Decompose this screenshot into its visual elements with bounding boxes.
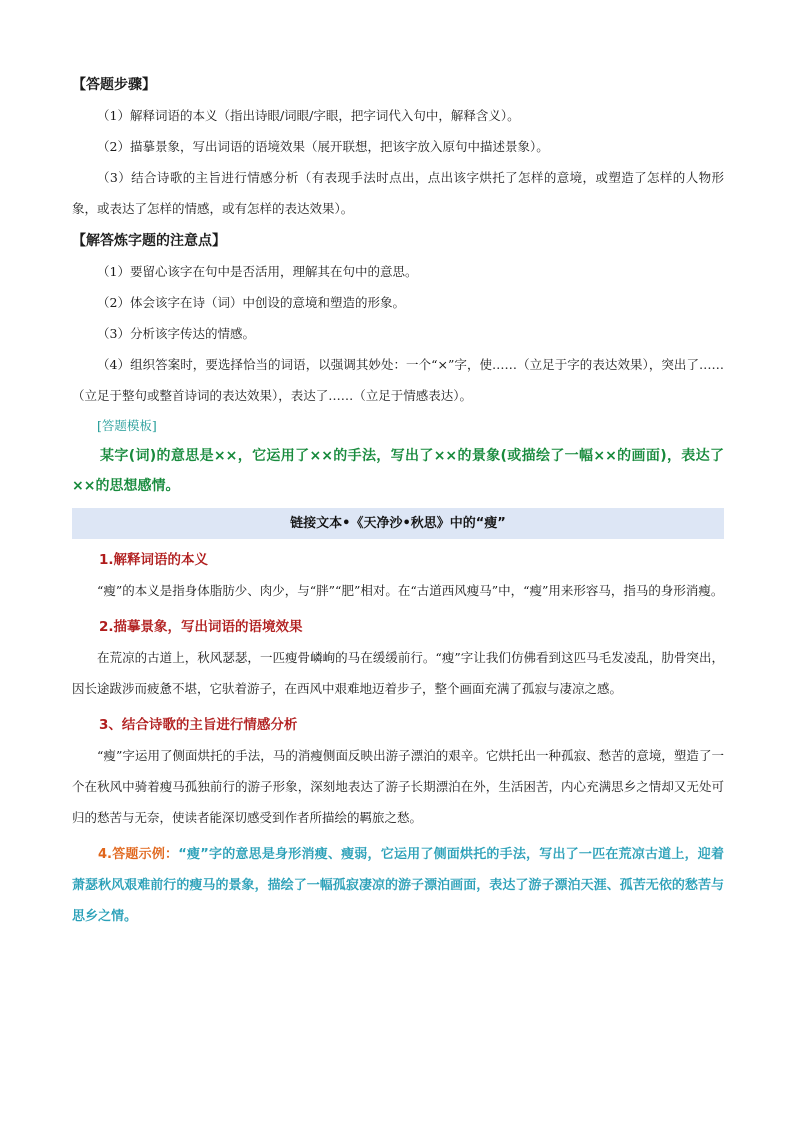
steps-item-1: （1）解释词语的本义（指出诗眼/词眼/字眼，把字词代入句中，解释含义）。 bbox=[97, 108, 520, 123]
section-body: “瘦”的本义是指身体脂肪少、肉少，与“胖”“肥”相对。在“古道西风瘦马”中，“瘦”用来形容马，指马的身形消瘦。 bbox=[97, 583, 724, 598]
steps-heading: 【答题步骤】 bbox=[72, 77, 156, 93]
steps-item-2: （2）描摹景象，写出词语的语境效果（展开联想，把该字放入原句中描述景象）。 bbox=[97, 139, 549, 154]
section-1 bbox=[72, 545, 724, 606]
document-page bbox=[72, 70, 724, 932]
steps-item-3: （3）结合诗歌的主旨进行情感分析（有表现手法时点出，点出该字烘托了怎样的意境，或塑造了怎样的人物形象，或表达了怎样的情感，或有怎样的表达效果）。 bbox=[72, 170, 724, 216]
answer-example-label: 4.答题示例： bbox=[98, 847, 179, 862]
notes-item-2: （2）体会该字在诗（词）中创设的意境和塑造的形象。 bbox=[97, 295, 405, 310]
section-heading: 2.描摹景象，写出词语的语境效果 bbox=[99, 619, 303, 635]
template-body: 某字(词)的意思是××，它运用了××的手法，写出了××的景象(或描绘了一幅××的画面)，表达了××的思想感情。 bbox=[72, 448, 724, 494]
notes-heading: 【解答炼字题的注意点】 bbox=[72, 233, 226, 249]
linked-text-banner: 链接文本•《天净沙•秋思》中的“瘦” bbox=[72, 508, 724, 539]
section-3 bbox=[72, 710, 724, 833]
notes-item-1: （1）要留心该字在句中是否活用，理解其在句中的意思。 bbox=[97, 264, 418, 279]
section-2 bbox=[72, 612, 724, 704]
template-label: [答题模板] bbox=[97, 418, 157, 433]
notes-item-3: （3）分析该字传达的情感。 bbox=[97, 326, 255, 341]
answer-example bbox=[72, 839, 724, 932]
section-body: “瘦”字运用了侧面烘托的手法，马的消瘦侧面反映出游子漂泊的艰辛。它烘托出一种孤寂、愁苦的意境，塑造了一个在秋风中骑着瘦马孤独前行的游子形象，深刻地表达了游子长期漂泊在外，生活困苦，内心充满思乡之情却又无处可归的愁苦与无奈，使读者能深切感受到作者所描绘的羁旅之愁。 bbox=[72, 748, 724, 825]
section-heading: 3、结合诗歌的主旨进行情感分析 bbox=[99, 717, 298, 733]
section-heading: 1.解释词语的本义 bbox=[99, 552, 209, 568]
notes-item-4: （4）组织答案时，要选择恰当的词语，以强调其妙处：一个“×”字，使……（立足于字的表达效果），突出了……（立足于整句或整首诗词的表达效果），表达了……（立足于情感表达）。 bbox=[72, 357, 724, 403]
section-body: 在荒凉的古道上，秋风瑟瑟，一匹瘦骨嶙峋的马在缓缓前行。“瘦”字让我们仿佛看到这匹马毛发凌乱，肋骨突出，因长途跋涉而疲惫不堪，它驮着游子，在西风中艰难地迈着步子，整个画面充满了孤寂与凄凉之感。 bbox=[72, 650, 724, 696]
answer-example-body: “瘦”字的意思是身形消瘦、瘦弱，它运用了侧面烘托的手法，写出了一匹在荒凉古道上，迎着萧瑟秋风艰难前行的瘦马的景象，描绘了一幅孤寂凄凉的游子漂泊画面，表达了游子漂泊天涯、孤苦无依的愁苦与思乡之情。 bbox=[72, 847, 725, 924]
